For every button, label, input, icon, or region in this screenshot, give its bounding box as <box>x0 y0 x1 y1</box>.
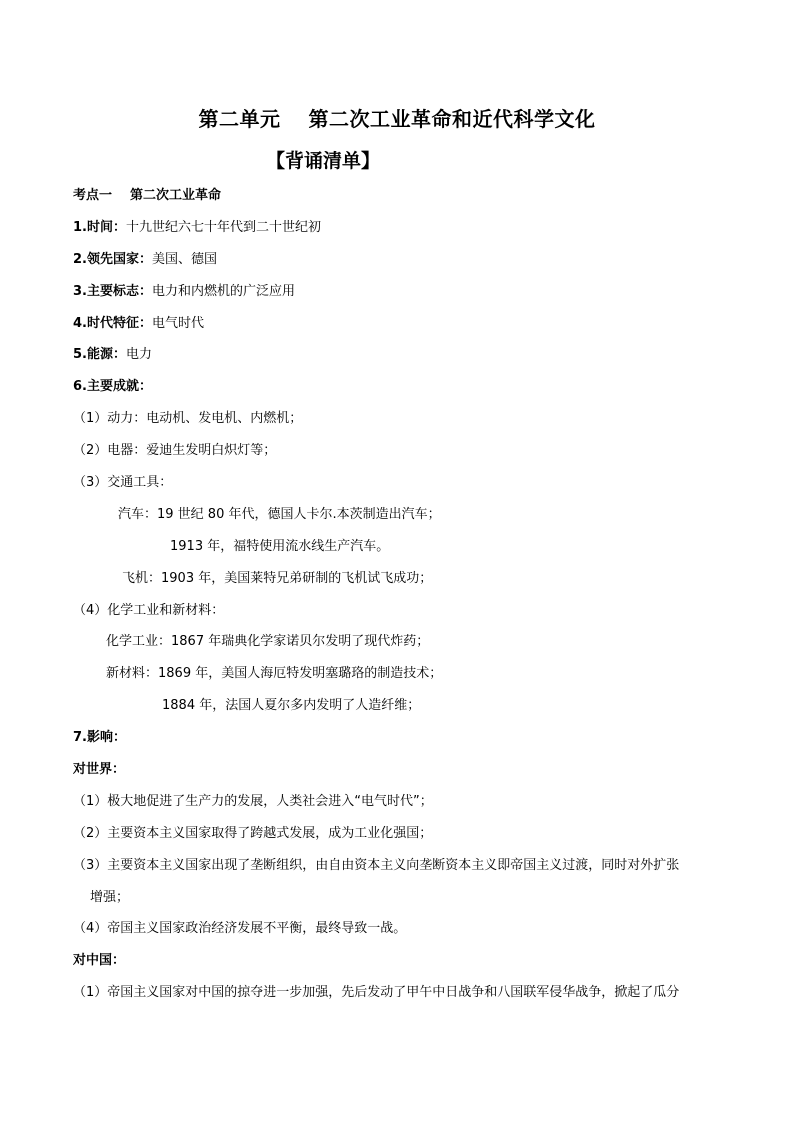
impact-china-heading: 对中国： <box>73 953 126 968</box>
impact-world-1: （1）极大地促进了生产力的发展，人类社会进入“电气时代”； <box>73 794 433 809</box>
point-text: 电力和内燃机的广泛应用 <box>151 284 295 299</box>
achievement-plane: 飞机：1903 年，美国莱特兄弟研制的飞机试飞成功； <box>122 571 433 586</box>
unit-label: 第二单元 <box>198 107 281 131</box>
point-main-mark <box>73 284 295 300</box>
section-label: 考点一 <box>73 188 113 203</box>
point-label: 6.主要成就： <box>73 379 152 394</box>
point-label: 5.能源： <box>73 347 126 362</box>
page-subtitle: 【背诵清单】 <box>266 150 381 172</box>
point-achievements <box>73 379 152 395</box>
impact-world-2: （2）主要资本主义国家取得了跨越式发展，成为工业化强国； <box>73 826 433 841</box>
impact-world-4: （4）帝国主义国家政治经济发展不平衡，最终导致一战。 <box>73 921 407 936</box>
impact-world-3: （3）主要资本主义国家出现了垄断组织，由自由资本主义向垄断资本主义即帝国主义过渡，同时对外扩张 <box>73 858 680 873</box>
point-text: 电力 <box>125 347 152 362</box>
point-leading-countries <box>73 252 217 268</box>
point-time <box>73 220 321 236</box>
section-name: 第二次工业革命 <box>130 188 222 203</box>
point-label: 2.领先国家： <box>73 252 152 267</box>
achievement-transport: （3）交通工具： <box>73 475 173 490</box>
achievement-power: （1）动力：电动机、发电机、内燃机； <box>73 411 303 426</box>
point-era <box>73 316 204 332</box>
achievement-material-2: 1884 年，法国人夏尔多内发明了人造纤维； <box>162 698 421 713</box>
point-label: 4.时代特征： <box>73 316 152 331</box>
achievement-chem: （4）化学工业和新材料： <box>73 603 225 618</box>
point-text: 电气时代 <box>151 316 204 331</box>
impact-world-heading: 对世界： <box>73 762 126 777</box>
achievement-car-2: 1913 年，福特使用流水线生产汽车。 <box>170 539 390 554</box>
impact-heading: 7.影响： <box>73 730 126 745</box>
unit-topic: 第二次工业革命和近代科学文化 <box>308 107 596 131</box>
point-label: 1.时间： <box>73 220 126 235</box>
achievement-material-1: 新材料：1869 年，美国人海厄特发明塞璐珞的制造技术； <box>106 666 443 681</box>
impact-world-3-cont: 增强； <box>90 890 130 905</box>
point-text: 十九世纪六七十年代到二十世纪初 <box>125 220 321 235</box>
achievement-chem-1: 化学工业：1867 年瑞典化学家诺贝尔发明了现代炸药； <box>106 634 430 649</box>
achievement-electric: （2）电器：爱迪生发明白炽灯等； <box>73 443 277 458</box>
point-text: 美国、德国 <box>151 252 217 267</box>
page-title <box>0 103 794 132</box>
section-heading <box>73 188 221 204</box>
point-label: 3.主要标志： <box>73 284 152 299</box>
point-energy <box>73 347 152 363</box>
impact-china-1: （1）帝国主义国家对中国的掠夺进一步加强，先后发动了甲午中日战争和八国联军侵华战争，掀起了瓜分 <box>73 985 680 1000</box>
achievement-car-1: 汽车：19 世纪 80 年代，德国人卡尔.本茨制造出汽车； <box>118 507 441 522</box>
